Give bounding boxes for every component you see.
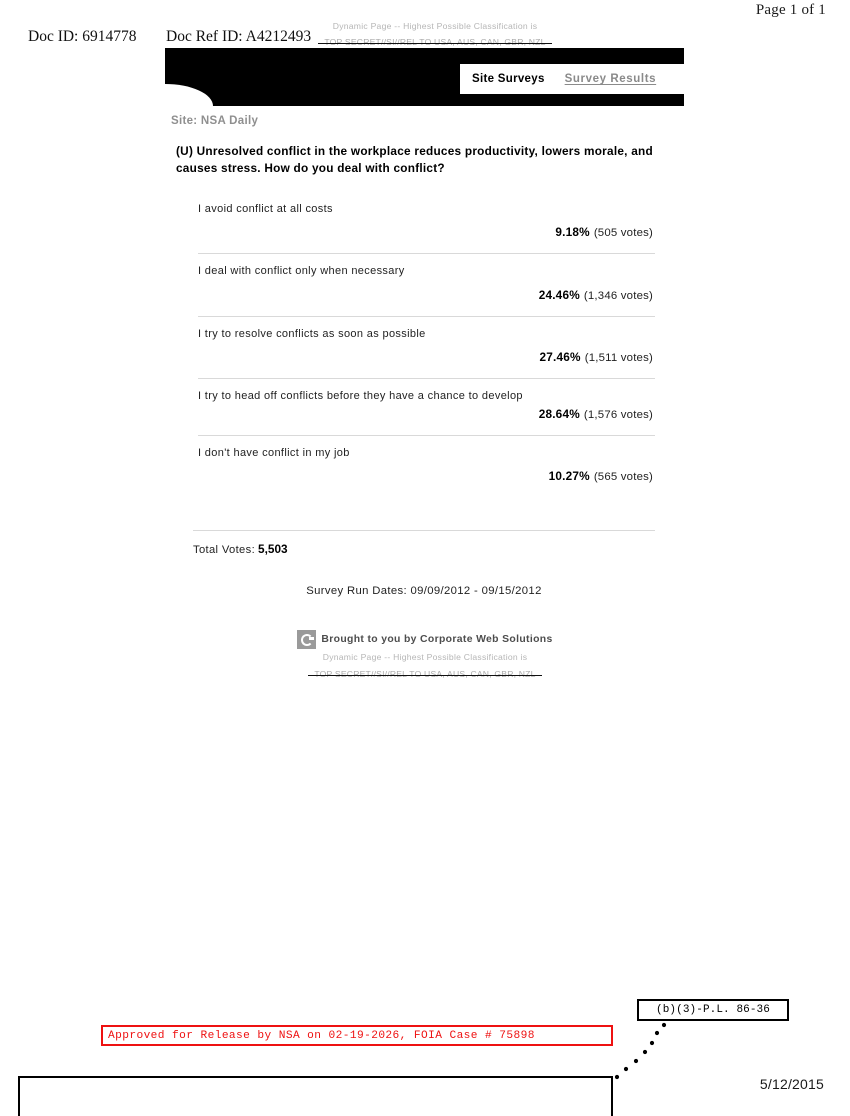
result-row [198, 316, 655, 366]
brand-footer [0, 630, 850, 649]
result-option-label: I avoid conflict at all costs [198, 203, 333, 215]
doc-ref-id-stamp: Doc Ref ID: A4212493 [166, 28, 312, 45]
result-percent: 10.27% [548, 469, 590, 484]
result-stats [198, 348, 655, 366]
classification-line-2: TOP SECRET//SI//REL TO USA, AUS, CAN, GBR, NZL [314, 669, 536, 680]
redaction-bar-top [460, 48, 684, 64]
total-votes-value: 5,503 [258, 542, 288, 556]
result-votes: (565 votes) [593, 471, 653, 484]
result-votes: (1,346 votes) [583, 289, 653, 302]
tab-site-surveys[interactable]: Site Surveys [472, 73, 545, 85]
result-votes: (1,511 votes) [584, 351, 653, 364]
foia-release-stamp [101, 1025, 613, 1046]
result-percent: 9.18% [555, 225, 590, 240]
result-option-label: I try to resolve conflicts as soon as possible [198, 327, 426, 340]
total-votes-row [193, 530, 655, 558]
classification-line-1: Dynamic Page -- Highest Possible Classification is [322, 652, 528, 662]
exemption-text: (b)(3)-P.L. 86-36 [656, 1004, 770, 1016]
leader-line [612, 1022, 668, 1080]
result-row [198, 196, 655, 241]
doc-id-stamp: Doc ID: 6914778 [28, 28, 137, 45]
total-votes-label: Total Votes: [193, 544, 256, 556]
result-votes: (1,576 votes) [583, 409, 653, 422]
classification-line-2: TOP SECRET//SI//REL TO USA, AUS, CAN, GBR, NZL [324, 36, 546, 47]
page-indicator: Page 1 of 1 [755, 2, 826, 18]
redaction-bar-bottom [460, 94, 684, 106]
brand-footer-text: Brought to you by Corporate Web Solutions [321, 634, 553, 645]
result-percent: 27.46% [539, 349, 581, 364]
classification-line-1: Dynamic Page -- Highest Possible Classification is [332, 21, 538, 31]
result-percent: 24.46% [538, 287, 580, 302]
survey-results-list [198, 196, 655, 485]
print-date: 5/12/2015 [759, 1076, 824, 1092]
result-votes: (505 votes) [593, 227, 653, 240]
result-stats [198, 467, 655, 485]
result-row [198, 435, 655, 485]
result-percent: 28.64% [538, 407, 580, 422]
result-row [198, 253, 655, 303]
classification-banner-bottom [280, 652, 570, 684]
site-label: Site: NSA Daily [171, 115, 259, 127]
foia-release-text: Approved for Release by NSA on 02-19-2026, FOIA Case # 75898 [108, 1029, 535, 1042]
nav-tabs [460, 64, 684, 94]
site-banner [165, 48, 684, 106]
corporate-web-solutions-logo-icon [297, 630, 316, 649]
result-option-label: I deal with conflict only when necessary [198, 265, 405, 278]
exemption-box [637, 999, 789, 1021]
result-stats [198, 405, 655, 423]
banner-corner-cut [165, 84, 213, 106]
redaction-block [165, 48, 460, 106]
result-stats [198, 286, 655, 304]
bottom-outline-box [18, 1076, 613, 1116]
result-row [198, 378, 655, 423]
survey-question: (U) Unresolved conflict in the workplace reduces productivity, lowers morale, and causes stress. How do you deal with conflict? [176, 144, 653, 176]
survey-run-dates-text: Survey Run Dates: 09/09/2012 - 09/15/2012 [306, 585, 542, 597]
result-option-label: I try to head off conflicts before they have a chance to develop [198, 389, 523, 402]
result-option-label: I don't have conflict in my job [198, 447, 350, 460]
result-stats [198, 223, 655, 241]
survey-run-dates [0, 585, 850, 597]
classification-banner-top [290, 22, 580, 50]
tab-survey-results[interactable]: Survey Results [564, 73, 657, 85]
